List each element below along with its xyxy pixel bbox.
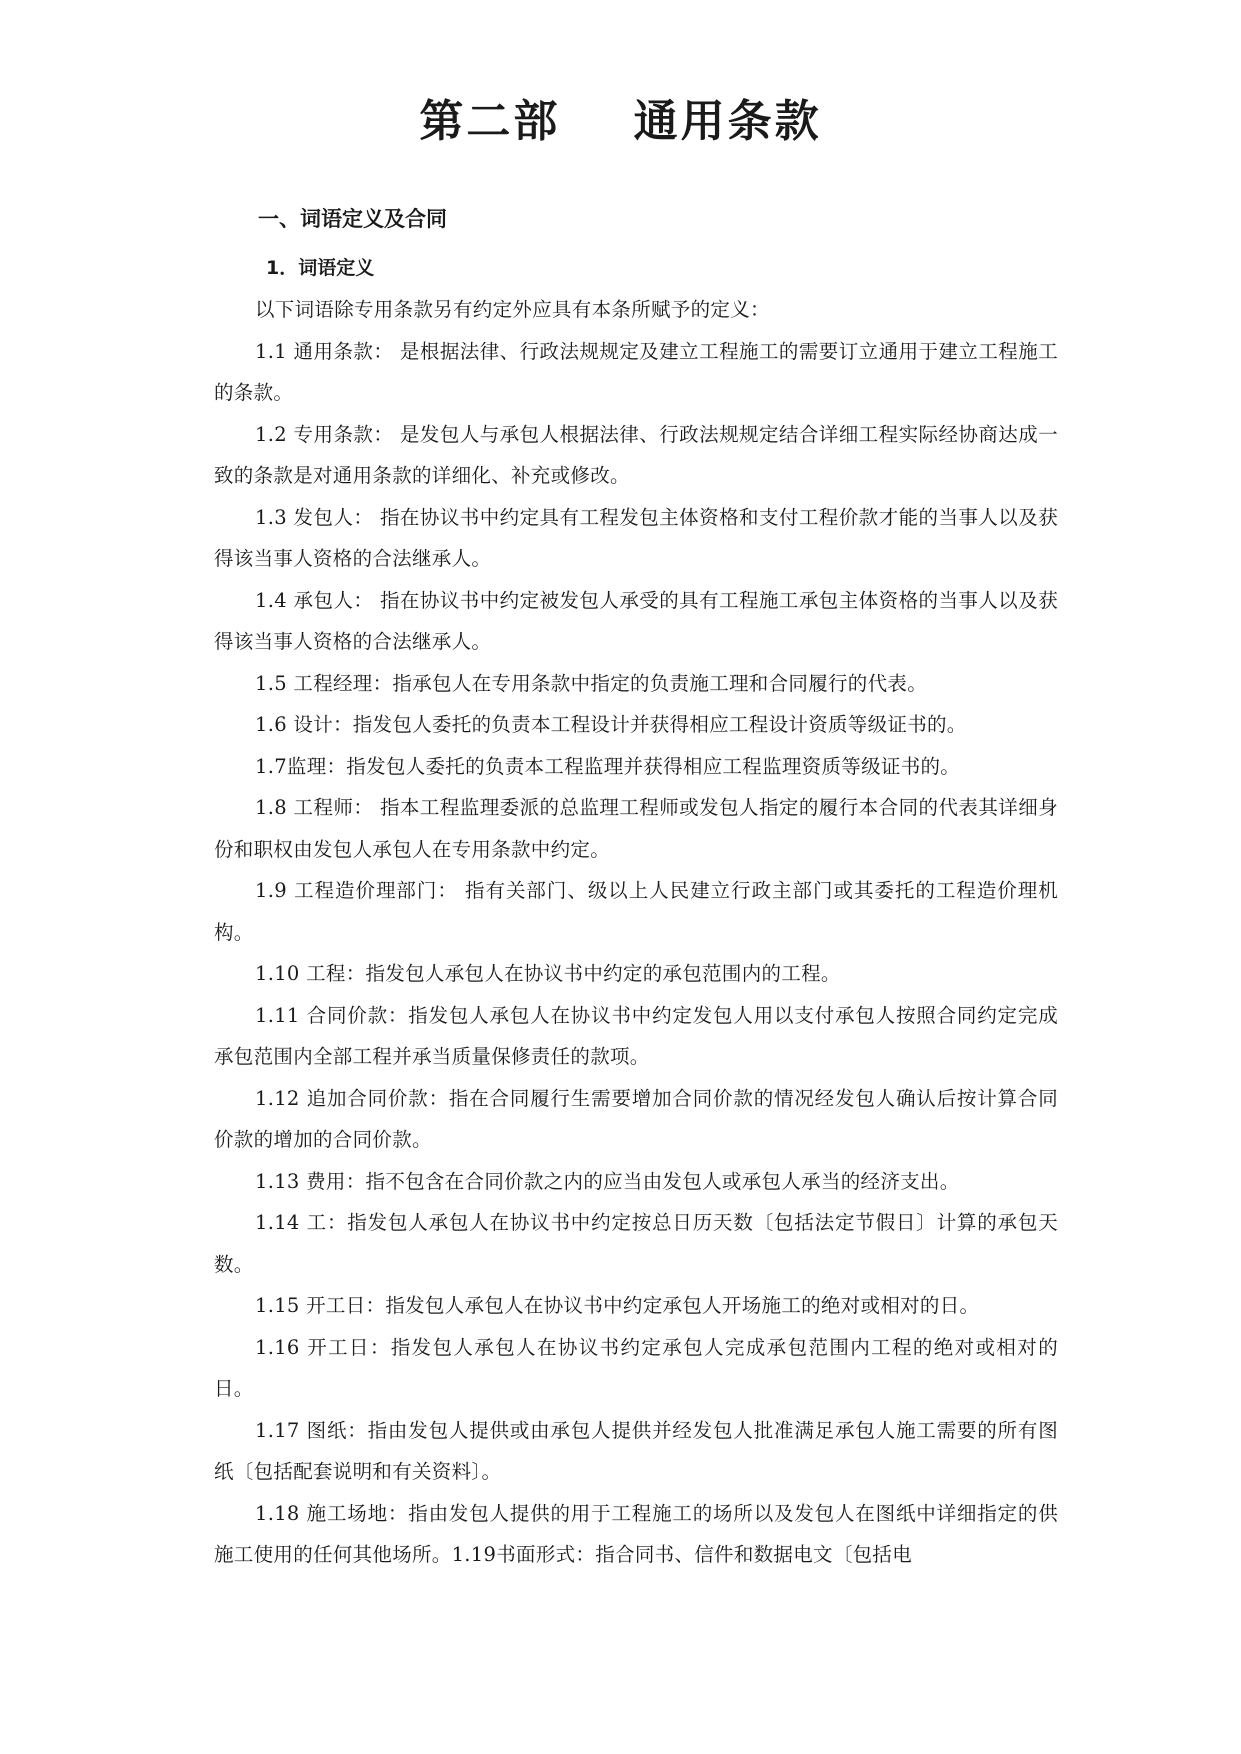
- paragraph-1-8: 1.8 工程师： 指本工程监理委派的总监理工程师或发包人指定的履行本合同的代表其详细身份和职权由发包人承包人在专用条款中约定。: [214, 796, 1058, 861]
- paragraph-1-1: 1.1 通用条款： 是根据法律、行政法规规定及建立工程施工的需要订立通用于建立工程施工的条款。: [214, 339, 1058, 404]
- paragraph-1-4: 1.4 承包人： 指在协议书中约定被发包人承受的具有工程施工承包主体资格的当事人以及获得该当事人资格的合法继承人。: [214, 588, 1058, 653]
- body-text: [214, 289, 1058, 1576]
- paragraph-1-2: 1.2 专用条款： 是发包人与承包人根据法律、行政法规规定结合详细工程实际经协商达成一致的条款是对通用条款的详细化、补充或修改。: [214, 422, 1058, 487]
- paragraph-1-11: 1.11 合同价款：指发包人承包人在协议书中约定发包人用以支付承包人按照合同约定完成承包范围内全部工程并承当质量保修责任的款项。: [214, 1003, 1058, 1068]
- paragraph-1-10: 1.10 工程：指发包人承包人在协议书中约定的承包范围内的工程。: [255, 962, 841, 985]
- paragraph-intro: 以下词语除专用条款另有约定外应具有本条所赋予的定义：: [255, 298, 770, 321]
- paragraph-1-7: 1.7监理：指发包人委托的负责本工程监理并获得相应工程监理资质等级证书的。: [255, 754, 961, 778]
- page-title: 第二部 通用条款: [419, 96, 822, 147]
- paragraph-1-5: 1.5 工程经理：指承包人在专用条款中指定的负责施工理和合同履行的代表。: [255, 671, 928, 695]
- paragraph-1-6: 1.6 设计：指发包人委托的负责本工程设计并获得相应工程设计资质等级证书的。: [255, 713, 967, 736]
- paragraph-1-12: 1.12 追加合同价款：指在合同履行生需要增加合同价款的情况经发包人确认后按计算合同价款的增加的合同价款。: [214, 1086, 1058, 1151]
- paragraph-1-14: 1.14 工：指发包人承包人在协议书中约定按总日历天数〔包括法定节假日〕计算的承包天数。: [214, 1211, 1058, 1276]
- paragraph-1-15: 1.15 开工日：指发包人承包人在协议书中约定承包人开场施工的绝对或相对的日。: [255, 1294, 980, 1317]
- paragraph-1-13: 1.13 费用：指不包含在合同价款之内的应当由发包人或承包人承当的经济支出。: [255, 1169, 960, 1193]
- paragraph-1-18: 1.18 施工场地：指由发包人提供的用于工程施工的场所以及发包人在图纸中详细指定的供施工使用的任何其他场所。1.19书面形式：指合同书、信件和数据电文〔包括电: [214, 1501, 1058, 1566]
- paragraph-1-17: 1.17 图纸：指由发包人提供或由承包人提供并经发包人批准满足承包人施工需要的所有图纸〔包括配套说明和有关资料〕。: [214, 1418, 1058, 1483]
- section-heading: 一、词语定义及合同: [258, 207, 447, 231]
- paragraph-1-16: 1.16 开工日：指发包人承包人在协议书约定承包人完成承包范围内工程的绝对或相对的日。: [214, 1335, 1058, 1400]
- paragraph-1-3: 1.3 发包人： 指在协议书中约定具有工程发包主体资格和支付工程价款才能的当事人以及获得该当事人资格的合法继承人。: [214, 505, 1058, 570]
- sub-heading: 1．词语定义: [266, 257, 375, 279]
- paragraph-1-9: 1.9 工程造价理部门： 指有关部门、级以上人民建立行政主部门或其委托的工程造价理机构。: [214, 879, 1058, 944]
